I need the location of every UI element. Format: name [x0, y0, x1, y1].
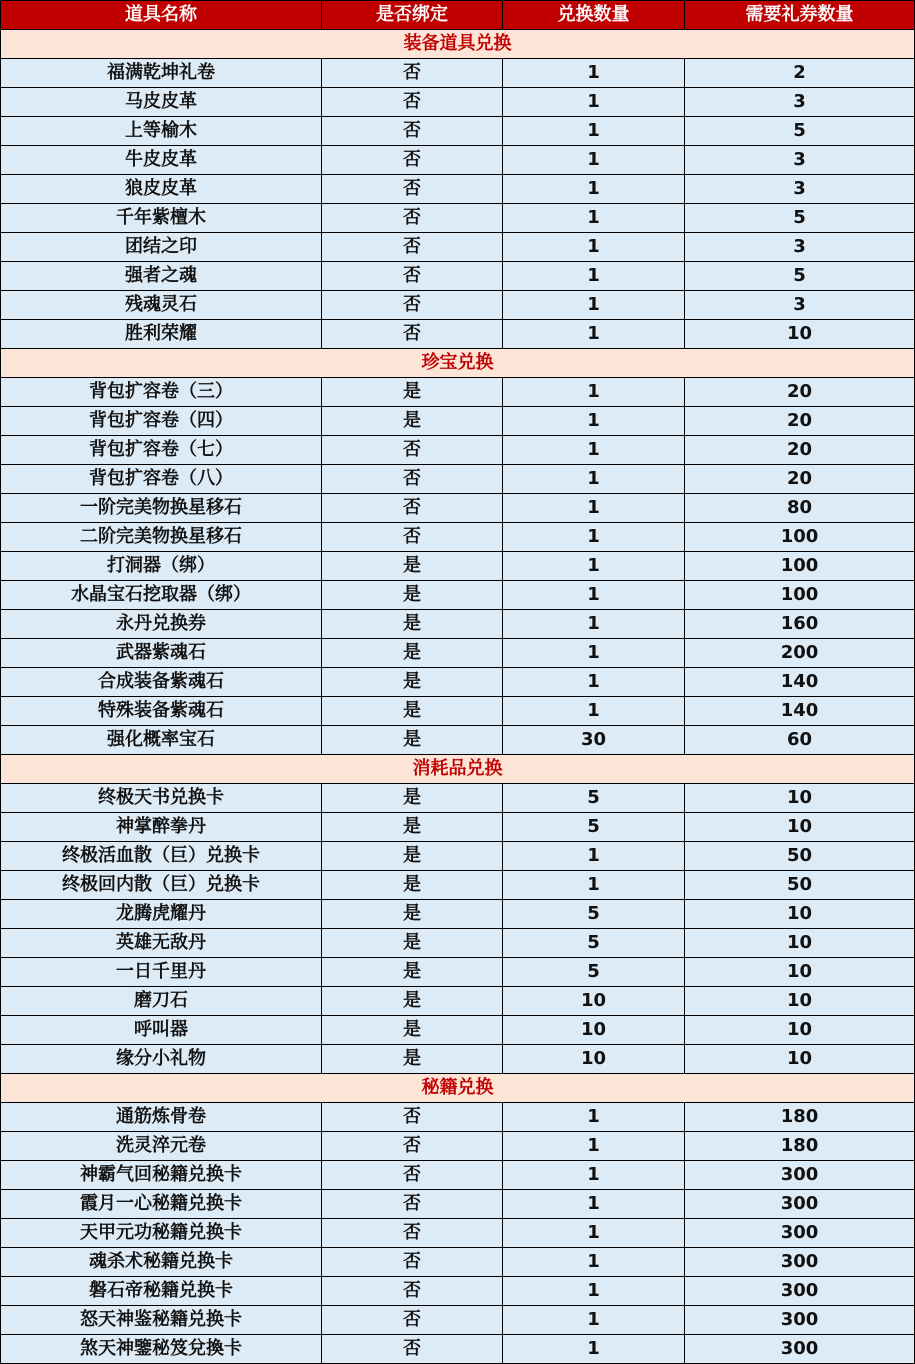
cost-cell: 3	[685, 88, 915, 117]
table-row	[1, 523, 915, 552]
quantity-cell: 1	[503, 320, 685, 349]
cost-cell: 10	[685, 320, 915, 349]
table-row	[1, 842, 915, 871]
bound-cell: 否	[322, 59, 503, 88]
cost-cell: 2	[685, 59, 915, 88]
table-row	[1, 1277, 915, 1306]
table-row	[1, 204, 915, 233]
table-row	[1, 784, 915, 813]
table-row	[1, 958, 915, 987]
cost-cell: 3	[685, 233, 915, 262]
item-name-cell: 背包扩容卷（七）	[1, 436, 322, 465]
quantity-cell: 5	[503, 813, 685, 842]
item-name-cell: 二阶完美物换星移石	[1, 523, 322, 552]
bound-cell: 是	[322, 1045, 503, 1074]
cost-cell: 10	[685, 1016, 915, 1045]
header-quantity: 兑换数量	[503, 1, 685, 30]
quantity-cell: 1	[503, 291, 685, 320]
cost-cell: 10	[685, 958, 915, 987]
quantity-cell: 1	[503, 1103, 685, 1132]
cost-cell: 50	[685, 842, 915, 871]
quantity-cell: 1	[503, 668, 685, 697]
bound-cell: 是	[322, 552, 503, 581]
item-name-cell: 英雄无敌丹	[1, 929, 322, 958]
quantity-cell: 30	[503, 726, 685, 755]
table-row	[1, 697, 915, 726]
item-name-cell: 终极回内散（巨）兑换卡	[1, 871, 322, 900]
cost-cell: 3	[685, 175, 915, 204]
quantity-cell: 1	[503, 175, 685, 204]
bound-cell: 否	[322, 523, 503, 552]
table-row	[1, 494, 915, 523]
section-header-row	[1, 1074, 915, 1103]
cost-cell: 5	[685, 262, 915, 291]
item-name-cell: 合成装备紫魂石	[1, 668, 322, 697]
bound-cell: 是	[322, 581, 503, 610]
cost-cell: 50	[685, 871, 915, 900]
bound-cell: 是	[322, 726, 503, 755]
quantity-cell: 1	[503, 1161, 685, 1190]
table-row	[1, 378, 915, 407]
header-cost: 需要礼券数量	[685, 1, 915, 30]
header-bound: 是否绑定	[322, 1, 503, 30]
quantity-cell: 1	[503, 871, 685, 900]
item-name-cell: 残魂灵石	[1, 291, 322, 320]
section-title: 消耗品兑换	[1, 755, 915, 784]
item-name-cell: 特殊装备紫魂石	[1, 697, 322, 726]
item-name-cell: 缘分小礼物	[1, 1045, 322, 1074]
table-row	[1, 436, 915, 465]
item-name-cell: 一阶完美物换星移石	[1, 494, 322, 523]
item-name-cell: 牛皮皮革	[1, 146, 322, 175]
cost-cell: 300	[685, 1161, 915, 1190]
cost-cell: 5	[685, 204, 915, 233]
bound-cell: 是	[322, 639, 503, 668]
item-name-cell: 武器紫魂石	[1, 639, 322, 668]
bound-cell: 否	[322, 291, 503, 320]
table-row	[1, 1219, 915, 1248]
cost-cell: 10	[685, 900, 915, 929]
quantity-cell: 1	[503, 1335, 685, 1364]
bound-cell: 否	[322, 88, 503, 117]
cost-cell: 3	[685, 291, 915, 320]
bound-cell: 是	[322, 697, 503, 726]
header-item-name: 道具名称	[1, 1, 322, 30]
cost-cell: 60	[685, 726, 915, 755]
quantity-cell: 1	[503, 697, 685, 726]
table-row	[1, 871, 915, 900]
quantity-cell: 1	[503, 639, 685, 668]
item-name-cell: 天甲元功秘籍兑换卡	[1, 1219, 322, 1248]
quantity-cell: 1	[503, 1190, 685, 1219]
table-row	[1, 610, 915, 639]
cost-cell: 140	[685, 697, 915, 726]
item-name-cell: 团结之印	[1, 233, 322, 262]
item-name-cell: 背包扩容卷（三）	[1, 378, 322, 407]
cost-cell: 20	[685, 436, 915, 465]
item-name-cell: 千年紫檀木	[1, 204, 322, 233]
cost-cell: 300	[685, 1335, 915, 1364]
quantity-cell: 1	[503, 581, 685, 610]
quantity-cell: 5	[503, 958, 685, 987]
item-name-cell: 终极活血散（巨）兑换卡	[1, 842, 322, 871]
bound-cell: 否	[322, 1219, 503, 1248]
item-name-cell: 神霸气回秘籍兑换卡	[1, 1161, 322, 1190]
table-row	[1, 175, 915, 204]
table-row	[1, 1016, 915, 1045]
cost-cell: 180	[685, 1103, 915, 1132]
cost-cell: 80	[685, 494, 915, 523]
bound-cell: 否	[322, 1306, 503, 1335]
quantity-cell: 5	[503, 929, 685, 958]
table-row	[1, 1306, 915, 1335]
section-title: 秘籍兑换	[1, 1074, 915, 1103]
item-name-cell: 魂杀术秘籍兑换卡	[1, 1248, 322, 1277]
table-row	[1, 1045, 915, 1074]
item-name-cell: 背包扩容卷（四）	[1, 407, 322, 436]
bound-cell: 是	[322, 900, 503, 929]
bound-cell: 是	[322, 987, 503, 1016]
quantity-cell: 1	[503, 1248, 685, 1277]
header-row	[1, 1, 915, 30]
table-row	[1, 1103, 915, 1132]
cost-cell: 300	[685, 1277, 915, 1306]
quantity-cell: 5	[503, 784, 685, 813]
quantity-cell: 1	[503, 465, 685, 494]
item-name-cell: 呼叫器	[1, 1016, 322, 1045]
quantity-cell: 10	[503, 1016, 685, 1045]
table-row	[1, 1132, 915, 1161]
cost-cell: 160	[685, 610, 915, 639]
cost-cell: 20	[685, 407, 915, 436]
table-row	[1, 726, 915, 755]
table-row	[1, 320, 915, 349]
item-name-cell: 上等榆木	[1, 117, 322, 146]
bound-cell: 否	[322, 436, 503, 465]
table-row	[1, 146, 915, 175]
cost-cell: 10	[685, 813, 915, 842]
cost-cell: 3	[685, 146, 915, 175]
bound-cell: 否	[322, 262, 503, 291]
item-name-cell: 通筋炼骨卷	[1, 1103, 322, 1132]
item-name-cell: 狼皮皮革	[1, 175, 322, 204]
quantity-cell: 1	[503, 146, 685, 175]
bound-cell: 是	[322, 610, 503, 639]
section-title: 装备道具兑换	[1, 30, 915, 59]
table-row	[1, 1335, 915, 1364]
bound-cell: 否	[322, 1161, 503, 1190]
bound-cell: 是	[322, 958, 503, 987]
quantity-cell: 1	[503, 1132, 685, 1161]
table-row	[1, 262, 915, 291]
bound-cell: 是	[322, 784, 503, 813]
cost-cell: 20	[685, 465, 915, 494]
bound-cell: 是	[322, 929, 503, 958]
bound-cell: 是	[322, 378, 503, 407]
quantity-cell: 5	[503, 900, 685, 929]
item-name-cell: 霞月一心秘籍兑换卡	[1, 1190, 322, 1219]
bound-cell: 否	[322, 1335, 503, 1364]
bound-cell: 否	[322, 494, 503, 523]
bound-cell: 是	[322, 813, 503, 842]
table-row	[1, 668, 915, 697]
quantity-cell: 10	[503, 1045, 685, 1074]
quantity-cell: 1	[503, 378, 685, 407]
table-row	[1, 233, 915, 262]
item-name-cell: 磨刀石	[1, 987, 322, 1016]
bound-cell: 是	[322, 407, 503, 436]
item-name-cell: 胜利荣耀	[1, 320, 322, 349]
quantity-cell: 1	[503, 407, 685, 436]
quantity-cell: 10	[503, 987, 685, 1016]
cost-cell: 180	[685, 1132, 915, 1161]
item-name-cell: 磐石帝秘籍兑换卡	[1, 1277, 322, 1306]
table-row	[1, 639, 915, 668]
table-body	[1, 30, 915, 1364]
bound-cell: 否	[322, 175, 503, 204]
quantity-cell: 1	[503, 262, 685, 291]
table-row	[1, 929, 915, 958]
quantity-cell: 1	[503, 610, 685, 639]
item-name-cell: 怒天神鉴秘籍兑换卡	[1, 1306, 322, 1335]
bound-cell: 是	[322, 668, 503, 697]
item-name-cell: 终极天书兑换卡	[1, 784, 322, 813]
table-row	[1, 813, 915, 842]
quantity-cell: 1	[503, 842, 685, 871]
bound-cell: 否	[322, 1248, 503, 1277]
item-name-cell: 永丹兑换券	[1, 610, 322, 639]
table-row	[1, 117, 915, 146]
table-row	[1, 552, 915, 581]
item-name-cell: 马皮皮革	[1, 88, 322, 117]
cost-cell: 5	[685, 117, 915, 146]
bound-cell: 是	[322, 842, 503, 871]
cost-cell: 100	[685, 523, 915, 552]
bound-cell: 是	[322, 871, 503, 900]
bound-cell: 否	[322, 320, 503, 349]
quantity-cell: 1	[503, 1277, 685, 1306]
table-row	[1, 465, 915, 494]
section-title: 珍宝兑换	[1, 349, 915, 378]
cost-cell: 10	[685, 929, 915, 958]
bound-cell: 否	[322, 117, 503, 146]
table-row	[1, 1161, 915, 1190]
cost-cell: 10	[685, 987, 915, 1016]
table-row	[1, 1190, 915, 1219]
table-row	[1, 581, 915, 610]
cost-cell: 300	[685, 1190, 915, 1219]
item-name-cell: 强化概率宝石	[1, 726, 322, 755]
bound-cell: 否	[322, 1132, 503, 1161]
bound-cell: 否	[322, 1277, 503, 1306]
bound-cell: 否	[322, 146, 503, 175]
cost-cell: 10	[685, 1045, 915, 1074]
quantity-cell: 1	[503, 494, 685, 523]
cost-cell: 300	[685, 1306, 915, 1335]
item-name-cell: 洗灵淬元卷	[1, 1132, 322, 1161]
bound-cell: 否	[322, 1190, 503, 1219]
section-header-row	[1, 30, 915, 59]
table-row	[1, 407, 915, 436]
bound-cell: 是	[322, 1016, 503, 1045]
item-name-cell: 一日千里丹	[1, 958, 322, 987]
quantity-cell: 1	[503, 59, 685, 88]
item-name-cell: 水晶宝石挖取器（绑）	[1, 581, 322, 610]
bound-cell: 否	[322, 204, 503, 233]
table-row	[1, 291, 915, 320]
table-row	[1, 987, 915, 1016]
cost-cell: 140	[685, 668, 915, 697]
quantity-cell: 1	[503, 117, 685, 146]
item-name-cell: 背包扩容卷（八）	[1, 465, 322, 494]
item-name-cell: 龙腾虎耀丹	[1, 900, 322, 929]
quantity-cell: 1	[503, 523, 685, 552]
quantity-cell: 1	[503, 204, 685, 233]
quantity-cell: 1	[503, 436, 685, 465]
cost-cell: 100	[685, 581, 915, 610]
section-header-row	[1, 349, 915, 378]
cost-cell: 300	[685, 1219, 915, 1248]
quantity-cell: 1	[503, 1306, 685, 1335]
quantity-cell: 1	[503, 233, 685, 262]
item-name-cell: 神掌醉拳丹	[1, 813, 322, 842]
cost-cell: 20	[685, 378, 915, 407]
quantity-cell: 1	[503, 88, 685, 117]
quantity-cell: 1	[503, 1219, 685, 1248]
table-row	[1, 900, 915, 929]
quantity-cell: 1	[503, 552, 685, 581]
bound-cell: 否	[322, 1103, 503, 1132]
item-name-cell: 福满乾坤礼卷	[1, 59, 322, 88]
item-name-cell: 打洞器（绑）	[1, 552, 322, 581]
section-header-row	[1, 755, 915, 784]
bound-cell: 否	[322, 233, 503, 262]
cost-cell: 10	[685, 784, 915, 813]
table-row	[1, 88, 915, 117]
cost-cell: 100	[685, 552, 915, 581]
item-name-cell: 强者之魂	[1, 262, 322, 291]
bound-cell: 否	[322, 465, 503, 494]
table-row	[1, 59, 915, 88]
cost-cell: 200	[685, 639, 915, 668]
item-name-cell: 煞天神鑒秘笈兌換卡	[1, 1335, 322, 1364]
cost-cell: 300	[685, 1248, 915, 1277]
table-row	[1, 1248, 915, 1277]
